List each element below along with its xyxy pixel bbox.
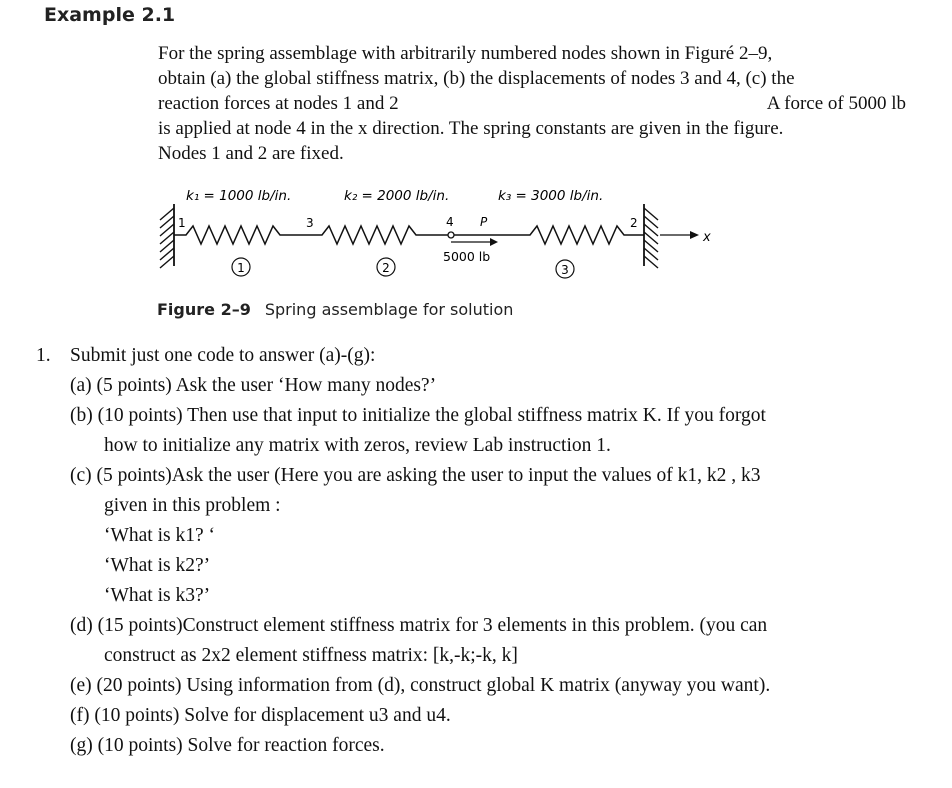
task-d-line-1: (d) (15 points)Construct element stiffness matrix for 3 elements in this problem. (you can (70, 615, 768, 636)
task-c-question-k1: ‘What is k1? ‘ (104, 525, 216, 546)
problem-line-2: obtain (a) the global stiffness matrix, (b) the displacements of nodes 3 and 4, (c) the (158, 68, 795, 89)
task-b-line-1: (b) (10 points) Then use that input to initialize the global stiffness matrix K. If you forgot (70, 405, 766, 426)
task-e: (e) (20 points) Using information from (d), construct global K matrix (anyway you want). (70, 675, 771, 696)
x-axis-arrowhead-icon (690, 231, 699, 239)
figure-caption-text: Spring assemblage for solution (264, 300, 514, 319)
node-2-label: 2 (630, 216, 638, 230)
element-1-label: 1 (237, 261, 245, 275)
task-g: (g) (10 points) Solve for reaction forces. (70, 735, 385, 756)
figure-caption-number: Figure 2–9 (157, 300, 251, 319)
task-c-question-k3: ‘What is k3?’ (104, 585, 211, 606)
load-value: 5000 lb (443, 249, 491, 264)
problem-line-3-left: reaction forces at nodes 1 and 2 (158, 93, 399, 114)
k1-label: k₁ = 1000 lb/in. (186, 188, 292, 204)
task-c-line-2: given in this problem : (104, 495, 281, 516)
k3-label: k₃ = 3000 lb/in. (498, 188, 604, 204)
task-list (36, 341, 916, 761)
load-arrowhead-icon (490, 238, 498, 246)
task-intro (36, 341, 916, 371)
element-2-label: 2 (382, 261, 390, 275)
example-heading: Example 2.1 (44, 4, 176, 26)
left-wall-support (160, 204, 174, 268)
node-4-point (448, 232, 454, 238)
task-c-question-k2: ‘What is k2?’ (104, 555, 211, 576)
x-axis-label: x (703, 230, 711, 245)
element-3-label: 3 (561, 263, 569, 277)
problem-statement (158, 41, 906, 166)
load-label: P (480, 215, 488, 229)
problem-line-4: is applied at node 4 in the x direction. The spring constants are given in the figure. (158, 118, 784, 139)
problem-line-1: For the spring assemblage with arbitrarily numbered nodes shown in Figuré 2–9, (158, 43, 773, 64)
node-3-label: 3 (306, 216, 314, 230)
right-wall-support (644, 204, 658, 268)
spring-k2 (308, 226, 448, 244)
node-1-label: 1 (178, 216, 186, 230)
task-intro-text: Submit just one code to answer (a)-(g): (70, 345, 376, 366)
problem-line-5: Nodes 1 and 2 are fixed. (158, 143, 344, 164)
task-a: (a) (5 points) Ask the user ‘How many nodes?’ (70, 375, 437, 396)
task-d-line-2: construct as 2x2 element stiffness matrix: [k,-k;-k, k] (104, 645, 518, 666)
k2-label: k₂ = 2000 lb/in. (344, 188, 450, 204)
node-4-label: 4 (446, 215, 454, 229)
spring-assemblage-figure (150, 180, 750, 292)
problem-line-3 (158, 91, 906, 116)
task-b-line-2: how to initialize any matrix with zeros, review Lab instruction 1. (104, 435, 611, 456)
figure-caption (157, 300, 513, 319)
spring-k1 (174, 226, 308, 244)
task-f: (f) (10 points) Solve for displacement u3 and u4. (70, 705, 451, 726)
task-c-line-1: (c) (5 points)Ask the user (Here you are asking the user to input the values of k1, k2 , k3 (70, 465, 761, 486)
task-number: 1. (36, 345, 51, 366)
problem-line-3-right: A force of 5000 lb (766, 93, 906, 114)
